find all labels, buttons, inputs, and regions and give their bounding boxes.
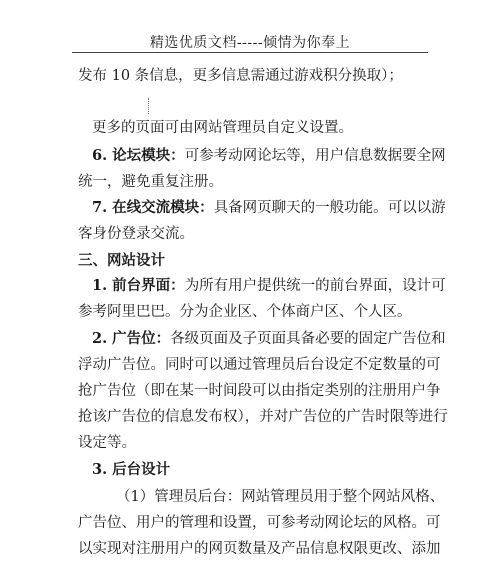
item-label: 7. 在线交流模块： — [92, 199, 214, 216]
paragraph-line: 客身份登录交流。 — [78, 226, 194, 242]
item-text: 为所有用户提供统一的前台界面，设计可 — [184, 278, 446, 294]
subsection-heading: 3. 后台设计 — [92, 461, 171, 478]
paragraph-line: 发布 10 条信息，更多信息需通过游戏积分换取）； — [78, 68, 403, 84]
list-item-forum — [92, 146, 446, 166]
paragraph-line: 统一，避免重复注册。 — [78, 174, 223, 190]
paragraph-line: 更多的页面可由网站管理员自定义设置。 — [92, 120, 353, 136]
header-divider — [72, 52, 428, 53]
list-item-frontend — [92, 276, 446, 296]
item-text: 具备网页聊天的一般功能。可以以游 — [213, 200, 446, 216]
list-item-ads — [92, 329, 446, 349]
paragraph-line: 广告位、用户的管理和设置，可参考动网论坛的风格。可 — [78, 515, 441, 531]
paragraph-line: 浮动广告位。同时可以通过管理员后台设定不定数量的可 — [78, 357, 441, 373]
paragraph-line: 抢广告位（即在某一时间段可以由指定类别的注册用户争 — [78, 383, 441, 399]
item-text: 可参考动网论坛等，用户信息数据要全网 — [184, 148, 446, 164]
section-heading: 三、网站设计 — [78, 253, 165, 269]
paragraph-line: 抢该广告位的信息发布权），并对广告位的广告时限等进行 — [78, 409, 448, 425]
list-item-chat — [92, 198, 446, 218]
item-label: 2. 广告位： — [92, 330, 171, 347]
paragraph-line: 以实现对注册用户的网页数量及产品信息权限更改、添加 — [78, 541, 441, 557]
page-header: 精选优质文档-----倾情为你奉上 — [149, 35, 351, 51]
text-cursor-marker — [148, 98, 149, 114]
item-text: 各级页面及子页面具备必要的固定广告位和 — [170, 331, 446, 347]
item-label: 1. 前台界面： — [92, 277, 185, 294]
paragraph-line: 参考阿里巴巴。分为企业区、个体商户区、个人区。 — [78, 304, 412, 320]
paragraph-line: （1）管理员后台：网站管理员用于整个网站风格、 — [116, 489, 445, 505]
paragraph-line: 设定等。 — [78, 435, 136, 451]
item-label: 6. 论坛模块： — [92, 147, 185, 164]
